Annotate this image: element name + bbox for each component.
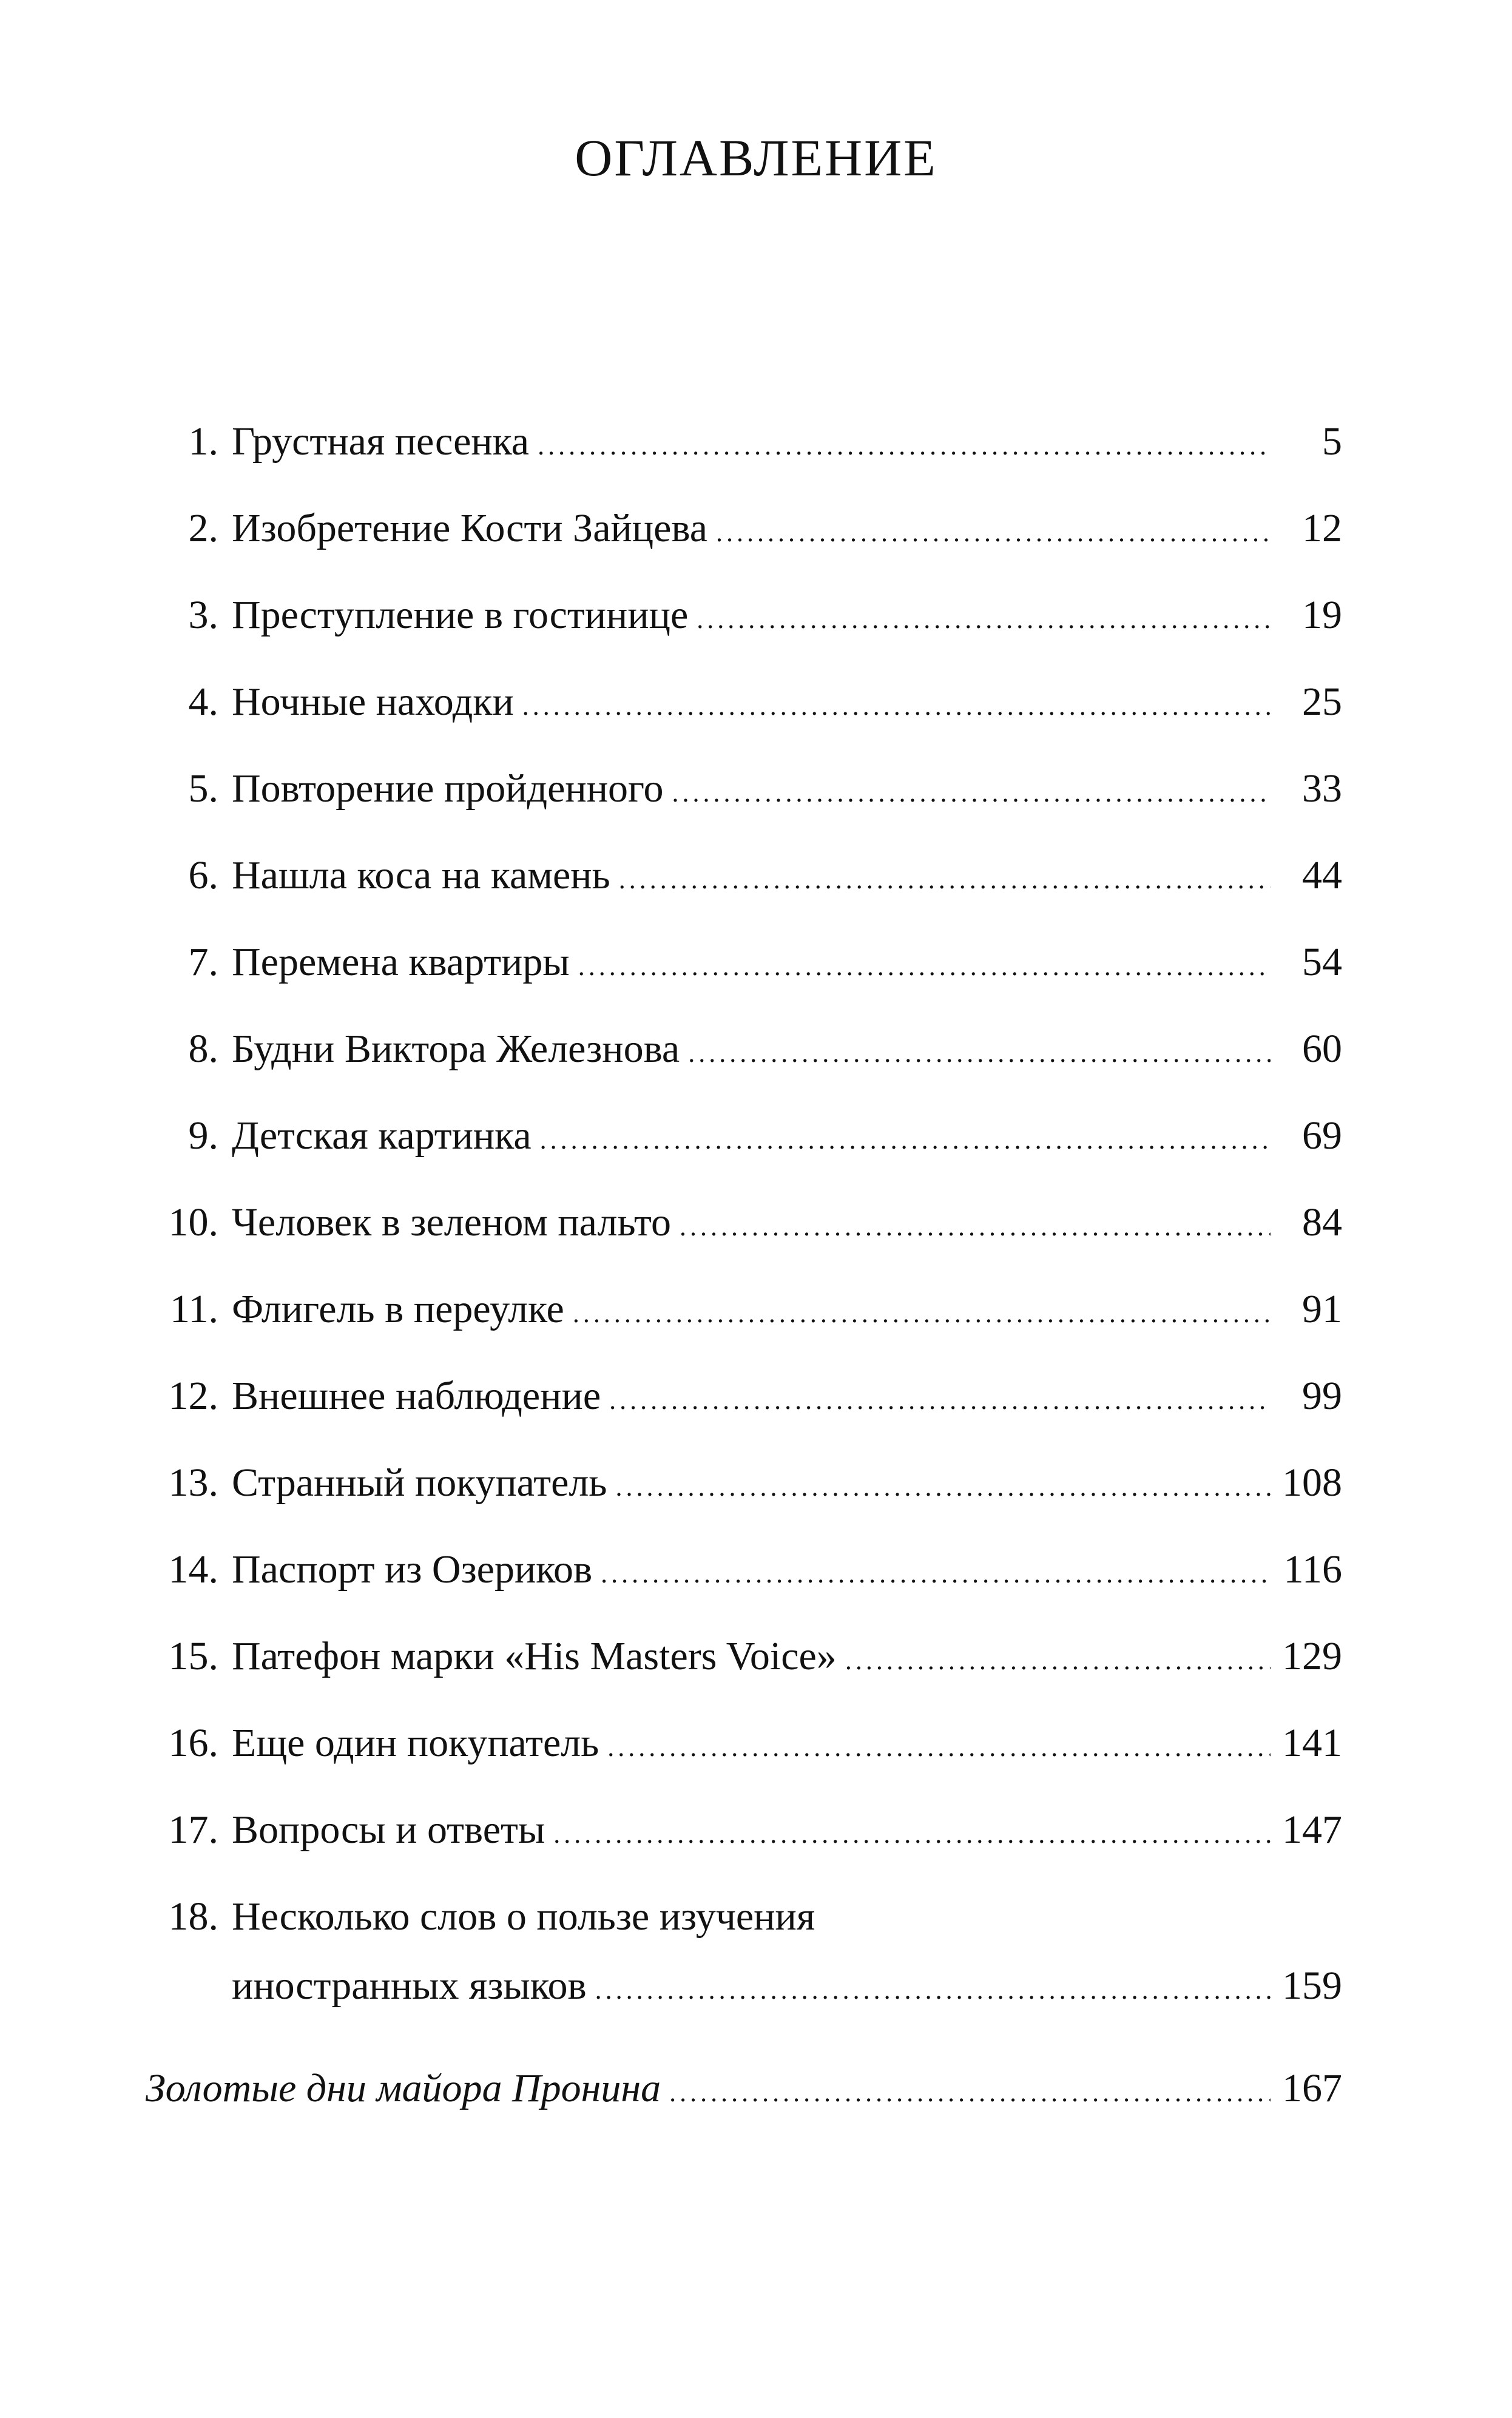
toc-entry-11 [146,1266,1342,1353]
chapter-title: Изобретение Кости Зайцева [232,506,708,550]
dot-leader [688,1010,1271,1096]
page-number: 159 [1282,1964,1342,2008]
page-number: 108 [1282,1461,1342,1505]
dot-leader [573,1270,1271,1357]
page-number: 99 [1302,1374,1342,1418]
toc-entry-6 [146,832,1342,919]
chapter-title: Флигель в переулке [232,1287,564,1331]
chapter-title: Будни Виктора Железнова [232,1027,680,1071]
toc-entry-14 [146,1526,1342,1613]
dot-leader [538,402,1271,489]
chapter-number: 15. [168,1634,218,1678]
chapter-title: Странный покупатель [232,1461,607,1505]
chapter-number: 10. [168,1200,218,1244]
dot-leader [669,2049,1271,2136]
table-of-contents [146,398,1342,2011]
dot-leader [607,1704,1271,1791]
chapter-title-line-1: Несколько слов о пользе изучения [232,1894,815,1939]
chapter-number: 14. [168,1547,218,1592]
chapter-number: 11. [169,1287,218,1331]
chapter-number: 13. [168,1461,218,1505]
chapter-title: Грустная песенка [232,419,530,464]
page-number: 116 [1283,1547,1342,1592]
chapter-title: Нашла коса на камень [232,853,610,897]
chapter-title: Вопросы и ответы [232,1808,545,1852]
toc-entry-13 [146,1439,1342,1526]
dot-leader [578,923,1271,1010]
dot-leader [540,1096,1271,1183]
appendix-title: Золотые дни майора Пронина [146,2066,661,2110]
toc-entry-17 [146,1786,1342,1873]
dot-leader [845,1617,1271,1704]
toc-entry-7 [146,919,1342,1005]
toc-entry-12 [146,1353,1342,1439]
toc-entry-10 [146,1179,1342,1266]
chapter-number: 4. [188,680,218,724]
chapter-title: Еще один покупатель [232,1721,599,1765]
page-title: ОГЛАВЛЕНИЕ [575,129,937,187]
chapter-number: 16. [168,1721,218,1765]
chapter-number: 18. [168,1894,218,1939]
dot-leader [619,836,1271,923]
chapter-title: Повторение пройденного [232,766,664,811]
page-number: 44 [1302,853,1342,897]
toc-entry-15 [146,1613,1342,1700]
toc-entry-5 [146,745,1342,832]
dot-leader [716,489,1271,576]
chapter-number: 17. [168,1808,218,1852]
chapter-title-line-2: иностранных языков [232,1964,587,2008]
page-number: 60 [1302,1027,1342,1071]
dot-leader [601,1530,1271,1617]
dot-leader [680,1183,1271,1270]
dot-leader [615,1444,1271,1530]
chapter-number: 5. [188,766,218,811]
chapter-title: Преступление в гостинице [232,593,689,637]
page-number: 84 [1302,1200,1342,1244]
chapter-title: Ночные находки [232,680,514,724]
chapter-number: 7. [188,940,218,984]
chapter-number: 9. [188,1113,218,1158]
chapter-number: 3. [188,593,218,637]
chapter-title: Детская картинка [232,1113,532,1158]
chapter-number: 2. [188,506,218,550]
toc-entry-8 [146,1005,1342,1092]
page-number: 69 [1302,1113,1342,1158]
page-number: 91 [1302,1287,1342,1331]
toc-entry-appendix [146,2045,1342,2136]
dot-leader [553,1791,1271,1877]
page-number: 25 [1302,680,1342,724]
dot-leader [697,576,1271,663]
toc-entry-9 [146,1092,1342,1179]
toc-entry-2 [146,485,1342,572]
page-number: 147 [1282,1808,1342,1852]
chapter-title: Внешнее наблюдение [232,1374,601,1418]
dot-leader [672,749,1271,836]
page-number: 5 [1322,419,1342,464]
dot-leader [609,1357,1271,1444]
page-number: 141 [1282,1721,1342,1765]
chapter-number: 12. [168,1374,218,1418]
dot-leader [595,1947,1271,2033]
page-number: 12 [1302,506,1342,550]
chapter-number: 1. [188,419,218,464]
dot-leader [522,663,1271,749]
chapter-title: Человек в зеленом пальто [232,1200,672,1244]
chapter-title: Перемена квартиры [232,940,570,984]
page-number: 167 [1282,2066,1342,2110]
toc-entry-3 [146,572,1342,658]
chapter-number: 6. [188,853,218,897]
toc-entry-18 [146,1873,1342,2011]
chapter-number: 8. [188,1027,218,1071]
chapter-title: Патефон марки «His Masters Voice» [232,1634,837,1678]
page-number: 33 [1302,766,1342,811]
toc-entry-4 [146,658,1342,745]
toc-entry-16 [146,1700,1342,1786]
page-number: 54 [1302,940,1342,984]
page-number: 19 [1302,593,1342,637]
chapter-title: Паспорт из Озериков [232,1547,593,1592]
toc-entry-1 [146,398,1342,485]
page-number: 129 [1282,1634,1342,1678]
